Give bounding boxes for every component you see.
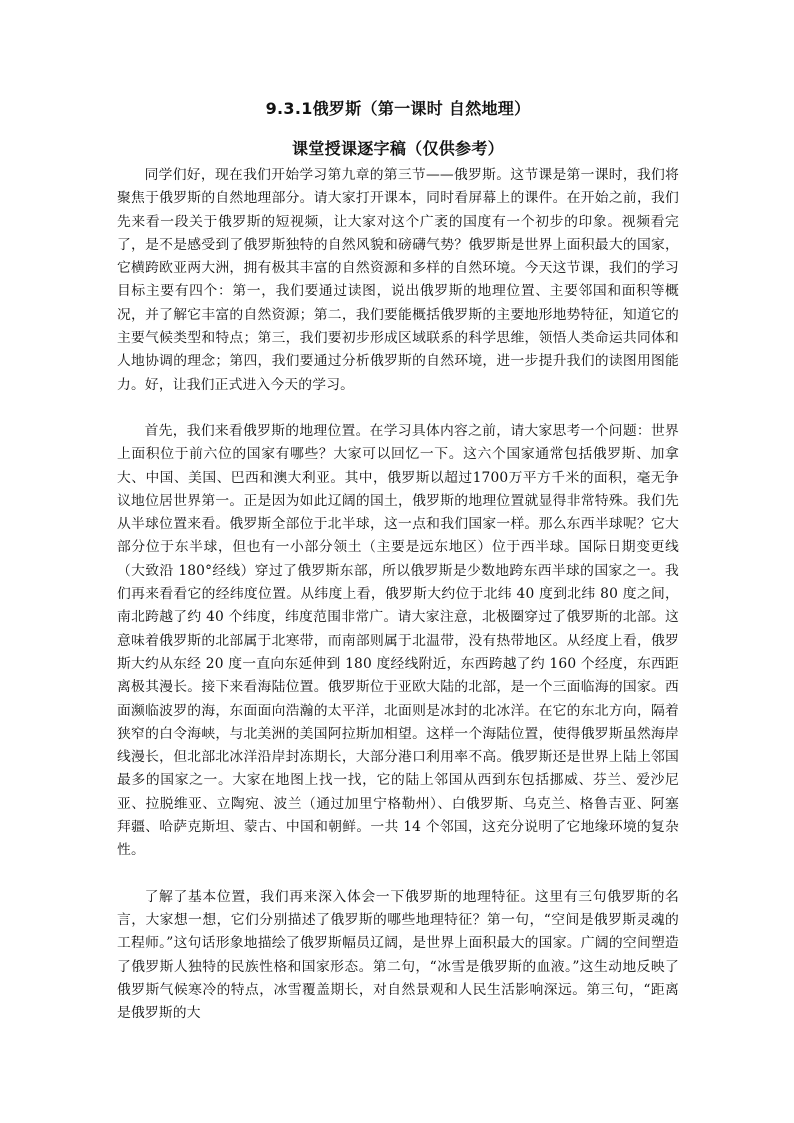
paragraph-features: 了解了基本位置，我们再来深入体会一下俄罗斯的地理特征。这里有三句俄罗斯的名言，大家想一想，它们分别描述了俄罗斯的哪些地理特征？第一句，“空间是俄罗斯灵魂的工程师。”这句话形象地描绘了俄罗斯幅员辽阔，是世界上面积最大的国家。广阔的空间塑造了俄罗斯人独特的民族性格和国家形态。第二句，“冰雪是俄罗斯的血液。”这生动地反映了俄罗斯气候寒冷的特点，冰雪覆盖期长，对自然景观和人民生活影响深远。第三句，“距离是俄罗斯的大 [117, 888, 679, 1022]
page-subtitle: 课堂授课逐字稿（仅供参考） [292, 139, 504, 158]
paragraph-intro: 同学们好，现在我们开始学习第九章的第三节——俄罗斯。这节课是第一课时，我们将聚焦于俄罗斯的自然地理部分。请大家打开课本，同时看屏幕上的课件。在开始之前，我们先来看一段关于俄罗斯的短视频，让大家对这个广袤的国度有一个初步的印象。视频看完了，是不是感受到了俄罗斯独特的自然风貌和磅礴气势？俄罗斯是世界上面积最大的国家，它横跨欧亚两大洲，拥有极其丰富的自然资源和多样的自然环境。今天这节课，我们的学习目标主要有四个：第一，我们要通过读图，说出俄罗斯的地理位置、主要邻国和面积等概况，并了解它丰富的自然资源；第二，我们要能概括俄罗斯的主要地形地势特征，知道它的主要气候类型和特点；第三，我们要初步形成区域联系的科学思维，领悟人类命运共同体和人地协调的理念；第四，我们要通过分析俄罗斯的自然环境，进一步提升我们的读图用图能力。好，让我们正式进入今天的学习。 [117, 167, 679, 393]
paragraph-location: 首先，我们来看俄罗斯的地理位置。在学习具体内容之前，请大家思考一个问题：世界上面积位于前六位的国家有哪些？大家可以回忆一下。这六个国家通常包括俄罗斯、加拿大、中国、美国、巴西和澳大利亚。其中，俄罗斯以超过1700万平方千米的面积，毫无争议地位居世界第一。正是因为如此辽阔的国土，俄罗斯的地理位置就显得非常特殊。我们先从半球位置来看。俄罗斯全部位于北半球，这一点和我们国家一样。那么东西半球呢？它大部分位于东半球，但也有一小部分领土（主要是远东地区）位于西半球。国际日期变更线（大致沿 180°经线）穿过了俄罗斯东部，所以俄罗斯是少数地跨东西半球的国家之一。我们再来看看它的经纬度位置。从纬度上看，俄罗斯大约位于北纬 40 度到北纬 80 度之间，南北跨越了约 40 个纬度，纬度范围非常广。请大家注意，北极圈穿过了俄罗斯的北部。这意味着俄罗斯的北部属于北寒带，而南部则属于北温带，没有热带地区。从经度上看，俄罗斯大约从东经 20 度一直向东延伸到 180 度经线附近，东西跨越了约 160 个经度，东西距离极其漫长。接下来看海陆位置。俄罗斯位于亚欧大陆的北部，是一个三面临海的国家。西面濒临波罗的海，东面面向浩瀚的太平洋，北面则是冰封的北冰洋。在它的东北方向，隔着狭窄的白令海峡，与北美洲的美国阿拉斯加相望。这样一个海陆位置，使得俄罗斯虽然海岸线漫长，但北部北冰洋沿岸封冻期长，大部分港口利用率不高。俄罗斯还是世界上陆上邻国最多的国家之一。大家在地图上找一找，它的陆上邻国从西到东包括挪威、芬兰、爱沙尼亚、拉脱维亚、立陶宛、波兰（通过加里宁格勒州）、白俄罗斯、乌克兰、格鲁吉亚、阿塞拜疆、哈萨克斯坦、蒙古、中国和朝鲜。一共 14 个邻国，这充分说明了它地缘环境的复杂性。 [117, 422, 679, 859]
page-title: 9.3.1俄罗斯（第一课时 自然地理） [265, 99, 531, 118]
document-page [117, 98, 679, 1025]
